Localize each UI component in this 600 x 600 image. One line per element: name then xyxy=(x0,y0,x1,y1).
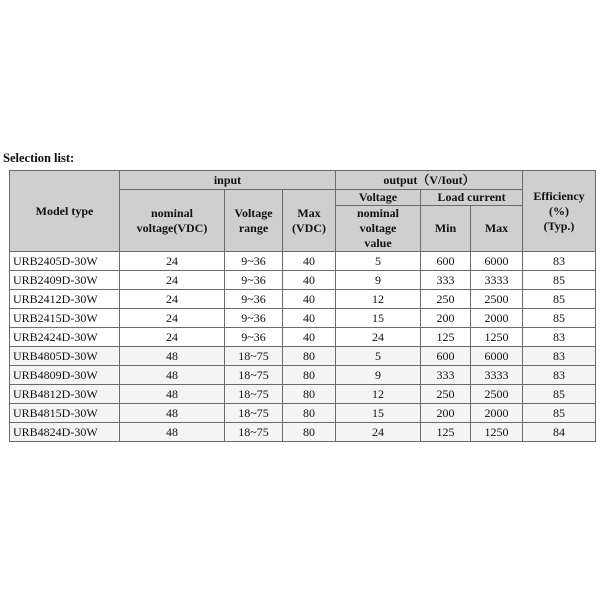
efficiency-cell: 85 xyxy=(523,404,596,423)
nominal-voltage-header xyxy=(120,190,225,252)
efficiency-header-line3: (Typ.) xyxy=(543,218,575,233)
output-voltage-cell: 15 xyxy=(336,404,421,423)
nominal-voltage-value-header xyxy=(336,206,421,252)
max-current-cell: 6000 xyxy=(471,347,523,366)
efficiency-cell: 85 xyxy=(523,271,596,290)
output-voltage-cell: 9 xyxy=(336,366,421,385)
voltage-range-cell: 18~75 xyxy=(225,347,283,366)
min-current-cell: 333 xyxy=(421,271,471,290)
table-row xyxy=(10,404,596,423)
output-voltage-cell: 12 xyxy=(336,290,421,309)
max-vdc-cell: 80 xyxy=(283,404,336,423)
load-current-header: Load current xyxy=(421,190,523,206)
nominal-voltage-cell: 24 xyxy=(120,290,225,309)
min-current-cell: 125 xyxy=(421,328,471,347)
max-current-cell: 6000 xyxy=(471,252,523,271)
nominal-voltage-cell: 48 xyxy=(120,404,225,423)
voltage-range-cell: 9~36 xyxy=(225,290,283,309)
input-group-header: input xyxy=(120,171,336,190)
max-vdc-cell: 40 xyxy=(283,328,336,347)
min-current-cell: 200 xyxy=(421,309,471,328)
efficiency-cell: 85 xyxy=(523,385,596,404)
min-current-cell: 600 xyxy=(421,252,471,271)
voltage-range-header xyxy=(225,190,283,252)
max-current-cell: 2500 xyxy=(471,385,523,404)
model-cell: URB4815D-30W xyxy=(10,404,120,423)
nominal-voltage-cell: 24 xyxy=(120,328,225,347)
efficiency-header-line1: Efficiency xyxy=(533,188,585,203)
table-row xyxy=(10,423,596,442)
table-row xyxy=(10,252,596,271)
nominal-voltage-header-line2: voltage(VDC) xyxy=(136,220,208,235)
min-current-cell: 600 xyxy=(421,347,471,366)
voltage-header: Voltage xyxy=(336,190,421,206)
model-cell: URB2409D-30W xyxy=(10,271,120,290)
max-current-cell: 1250 xyxy=(471,423,523,442)
nominal-voltage-header-line1: nominal xyxy=(150,205,193,220)
model-cell: URB4809D-30W xyxy=(10,366,120,385)
nominal-voltage-cell: 48 xyxy=(120,423,225,442)
min-current-cell: 250 xyxy=(421,385,471,404)
max-current-cell: 1250 xyxy=(471,328,523,347)
efficiency-header-line2: (%) xyxy=(549,203,570,218)
selection-list-heading: Selection list: xyxy=(3,151,75,165)
table-header xyxy=(10,171,596,252)
nominal-voltage-cell: 48 xyxy=(120,366,225,385)
min-current-header: Min xyxy=(421,206,471,252)
nominal-voltage-value-line3: value xyxy=(364,236,392,250)
voltage-range-header-line2: range xyxy=(238,220,269,235)
model-cell: URB2415D-30W xyxy=(10,309,120,328)
output-group-header: output（V/Iout） xyxy=(336,171,523,190)
max-current-cell: 3333 xyxy=(471,366,523,385)
voltage-range-header-line1: Voltage xyxy=(234,205,273,220)
max-vdc-cell: 80 xyxy=(283,423,336,442)
efficiency-header xyxy=(523,171,596,252)
table-row xyxy=(10,271,596,290)
max-vdc-header-line2: (VDC) xyxy=(292,220,326,235)
model-cell: URB2405D-30W xyxy=(10,252,120,271)
table-row xyxy=(10,385,596,404)
output-voltage-cell: 9 xyxy=(336,271,421,290)
voltage-range-cell: 9~36 xyxy=(225,271,283,290)
max-current-header: Max xyxy=(471,206,523,252)
nominal-voltage-cell: 24 xyxy=(120,309,225,328)
table-row xyxy=(10,290,596,309)
max-vdc-cell: 40 xyxy=(283,309,336,328)
nominal-voltage-value-line1: nominal xyxy=(356,206,399,220)
output-voltage-cell: 5 xyxy=(336,347,421,366)
model-cell: URB4812D-30W xyxy=(10,385,120,404)
output-voltage-cell: 24 xyxy=(336,328,421,347)
voltage-range-cell: 18~75 xyxy=(225,366,283,385)
voltage-range-cell: 9~36 xyxy=(225,309,283,328)
model-cell: URB4824D-30W xyxy=(10,423,120,442)
max-vdc-cell: 40 xyxy=(283,290,336,309)
efficiency-cell: 83 xyxy=(523,347,596,366)
model-type-header: Model type xyxy=(10,171,120,252)
max-current-cell: 2000 xyxy=(471,309,523,328)
nominal-voltage-cell: 24 xyxy=(120,252,225,271)
model-cell: URB2424D-30W xyxy=(10,328,120,347)
max-vdc-cell: 40 xyxy=(283,252,336,271)
voltage-range-cell: 9~36 xyxy=(225,328,283,347)
min-current-cell: 250 xyxy=(421,290,471,309)
efficiency-cell: 83 xyxy=(523,328,596,347)
max-vdc-cell: 80 xyxy=(283,385,336,404)
output-voltage-cell: 15 xyxy=(336,309,421,328)
voltage-range-cell: 18~75 xyxy=(225,423,283,442)
efficiency-cell: 84 xyxy=(523,423,596,442)
efficiency-cell: 85 xyxy=(523,309,596,328)
table-row xyxy=(10,309,596,328)
voltage-range-cell: 9~36 xyxy=(225,252,283,271)
min-current-cell: 200 xyxy=(421,404,471,423)
nominal-voltage-cell: 48 xyxy=(120,385,225,404)
max-vdc-header-line1: Max xyxy=(297,205,321,220)
efficiency-cell: 85 xyxy=(523,290,596,309)
voltage-range-cell: 18~75 xyxy=(225,404,283,423)
max-vdc-cell: 80 xyxy=(283,347,336,366)
max-vdc-header xyxy=(283,190,336,252)
model-cell: URB4805D-30W xyxy=(10,347,120,366)
nominal-voltage-value-line2: voltage xyxy=(359,221,397,235)
nominal-voltage-cell: 48 xyxy=(120,347,225,366)
selection-table xyxy=(9,170,596,442)
max-vdc-cell: 80 xyxy=(283,366,336,385)
table-row xyxy=(10,347,596,366)
max-current-cell: 3333 xyxy=(471,271,523,290)
table-row xyxy=(10,328,596,347)
min-current-cell: 125 xyxy=(421,423,471,442)
output-voltage-cell: 12 xyxy=(336,385,421,404)
table-row xyxy=(10,366,596,385)
efficiency-cell: 83 xyxy=(523,252,596,271)
table-body xyxy=(10,252,596,442)
nominal-voltage-cell: 24 xyxy=(120,271,225,290)
voltage-range-cell: 18~75 xyxy=(225,385,283,404)
output-voltage-cell: 24 xyxy=(336,423,421,442)
output-voltage-cell: 5 xyxy=(336,252,421,271)
model-cell: URB2412D-30W xyxy=(10,290,120,309)
max-current-cell: 2000 xyxy=(471,404,523,423)
min-current-cell: 333 xyxy=(421,366,471,385)
max-current-cell: 2500 xyxy=(471,290,523,309)
efficiency-cell: 83 xyxy=(523,366,596,385)
max-vdc-cell: 40 xyxy=(283,271,336,290)
